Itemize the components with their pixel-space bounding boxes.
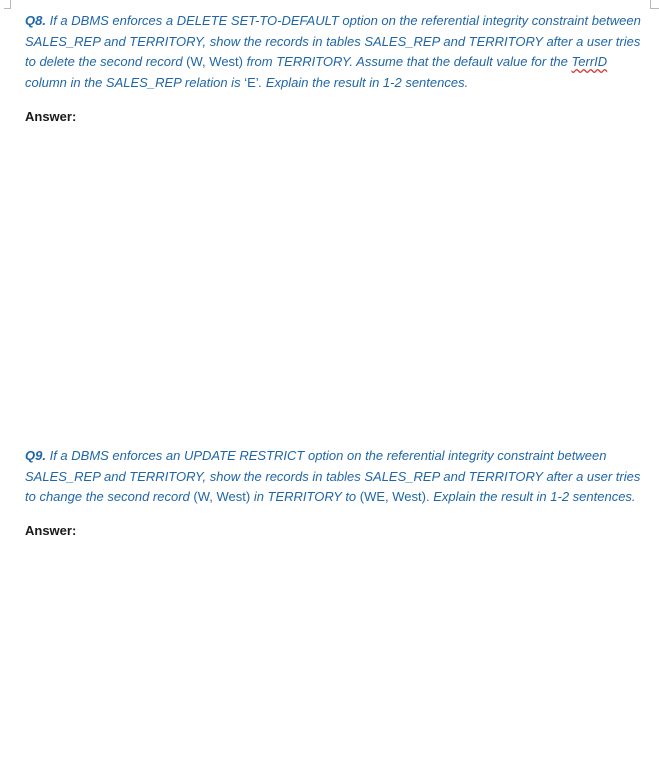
question-8-terrid-word: TerrID bbox=[571, 54, 608, 69]
question-9-record-value: (W, West) bbox=[193, 489, 251, 504]
question-8-number: Q8. bbox=[25, 13, 46, 28]
question-9-text-part: If a DBMS enforces an UPDATE RESTRICT option on the referential integrity constraint between SALES_REP and TERRITORY, show the records in tables SALES_REP and TERRITORY after a user tries to change the second record bbox=[25, 448, 641, 504]
question-8-record-value: (W, West) bbox=[186, 54, 243, 69]
question-9-new-value: (WE, West). bbox=[359, 489, 430, 504]
question-8-default-value: ‘E’ bbox=[244, 74, 259, 90]
question-9[interactable] bbox=[25, 446, 649, 508]
page-corner-mark-left bbox=[4, 0, 11, 9]
question-8-text-part: column in the SALES_REP relation is bbox=[25, 74, 245, 90]
question-9-text-part: in TERRITORY to bbox=[250, 489, 360, 504]
page-corner-mark-right bbox=[650, 0, 659, 9]
question-8-text-part: from TERRITORY. Assume that the default value for the bbox=[242, 54, 572, 69]
answer-9-label: Answer: bbox=[25, 523, 77, 538]
question-9-text-part: Explain the result in 1-2 sentences. bbox=[429, 489, 636, 504]
question-8[interactable] bbox=[25, 11, 649, 93]
answer-8-label: Answer: bbox=[25, 109, 77, 124]
question-8-text-part: If a DBMS enforces a DELETE SET-TO-DEFAULT option on the referential integrity constraint between SALES_REP and TERRITORY, show the records in tables SALES_REP and TERRITORY after a user tries to delete the second record bbox=[25, 13, 641, 69]
question-8-text-part: . Explain the result in 1-2 sentences. bbox=[258, 74, 469, 90]
question-9-number: Q9. bbox=[25, 448, 46, 463]
